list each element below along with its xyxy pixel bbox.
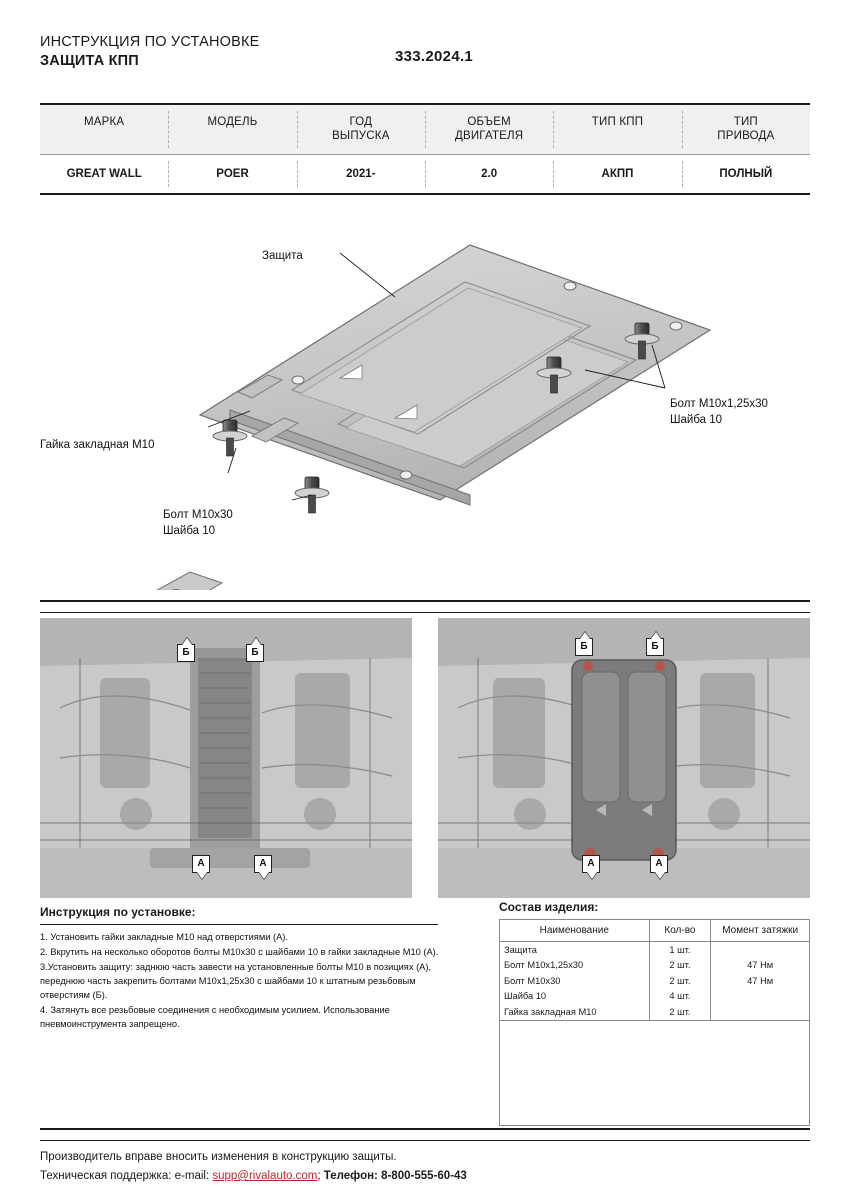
spec-value-drive: ПОЛНЫЙ — [682, 155, 810, 193]
spec-table-value-row — [40, 155, 810, 193]
footer-support-label: Техническая поддержка: — [40, 1169, 172, 1182]
footer-email-tail: ; — [317, 1169, 321, 1182]
photo-after-install — [438, 618, 810, 898]
composition-header-name: Наименование — [500, 920, 650, 942]
spec-header-drive: ТИП ПРИВОДА — [682, 105, 810, 154]
footer-phone-number: 8-800-555-60-43 — [381, 1169, 467, 1182]
table-row — [500, 989, 810, 1005]
composition-title: Состав изделия: — [499, 900, 599, 914]
composition-cell-name: Защита — [500, 942, 650, 958]
composition-cell-name: Болт М10х30 — [500, 973, 650, 989]
callout-a-left-1: А — [192, 855, 210, 873]
spec-rule-bottom — [40, 193, 810, 195]
document-footer — [40, 1148, 810, 1186]
footer-rule-bottom — [40, 1140, 810, 1141]
section-rule-top — [40, 600, 810, 602]
embedded-nut-plates — [130, 572, 297, 590]
document-code: 333.2024.1 — [395, 48, 474, 65]
label-washer-left: Шайба 10 — [163, 525, 216, 537]
composition-cell-qty: 2 шт. — [649, 973, 711, 989]
shield-plate — [200, 245, 710, 505]
installation-instructions — [40, 905, 440, 1033]
spec-value-model: POER — [168, 155, 296, 193]
composition-cell-torque — [711, 1004, 810, 1020]
composition-cell-qty: 1 шт. — [649, 942, 711, 958]
callout-a-left-2: А — [254, 855, 272, 873]
label-shield: Защита — [262, 250, 303, 262]
composition-cell-torque — [711, 942, 810, 958]
composition-cell-name: Шайба 10 — [500, 989, 650, 1005]
spec-header-year: ГОД ВЫПУСКА — [297, 105, 425, 154]
spec-header-model: МОДЕЛЬ — [168, 105, 296, 154]
spec-header-transmission: ТИП КПП — [553, 105, 681, 154]
callout-b-left-2: Б — [246, 644, 264, 662]
composition-cell-torque: 47 Нм — [711, 973, 810, 989]
composition-cell-qty: 2 шт. — [649, 958, 711, 974]
composition-table — [499, 919, 810, 1021]
instructions-list — [40, 931, 440, 1032]
label-washer-right: Шайба 10 — [670, 414, 723, 426]
photo-before-svg — [40, 618, 412, 898]
table-row — [500, 942, 810, 958]
composition-header-row — [500, 920, 810, 942]
instruction-step-1: 1. Установить гайки закладные М10 над отверстиями (А). — [40, 932, 288, 942]
document-header — [40, 34, 810, 69]
instructions-title: Инструкция по установке: — [40, 905, 196, 919]
composition-section — [499, 900, 810, 1021]
photo-before-install — [40, 618, 412, 898]
instruction-step-3: 3.Установить защиту: заднюю часть завести на установленные болты М10 в позициях (А), переднюю часть закрепить болтами М10х1,25х30 с шайбами 10 к штатным резьбовым отверстиям (Б). — [40, 961, 432, 1000]
callout-a-right-1: А — [582, 855, 600, 873]
spec-table-header-row — [40, 105, 810, 154]
footer-rule-top — [40, 1128, 810, 1130]
table-row — [500, 973, 810, 989]
photo-after-svg — [438, 618, 810, 898]
table-row — [500, 1004, 810, 1020]
spec-table — [40, 103, 810, 195]
spec-value-transmission: АКПП — [553, 155, 681, 193]
composition-header-qty: Кол-во — [649, 920, 711, 942]
composition-cell-name: Болт М10х1,25х30 — [500, 958, 650, 974]
composition-cell-name: Гайка закладная М10 — [500, 1004, 650, 1020]
composition-cell-torque: 47 Нм — [711, 958, 810, 974]
exploded-drawing — [40, 205, 810, 590]
label-embedded-nut: Гайка закладная М10 — [40, 439, 155, 451]
spec-header-brand: МАРКА — [84, 116, 125, 128]
instruction-step-2: 2. Вкрутить на несколько оборотов болты М10х30 с шайбами 10 в гайки закладные М10 (А). — [40, 946, 439, 957]
composition-header-torque: Момент затяжки — [711, 920, 810, 942]
composition-cell-torque — [711, 989, 810, 1005]
spec-value-year: 2021- — [297, 155, 425, 193]
spec-value-engine: 2.0 — [425, 155, 553, 193]
spec-header-engine: ОБЪЕМ ДВИГАТЕЛЯ — [425, 105, 553, 154]
footer-email-label: e-mail: — [174, 1169, 210, 1182]
callout-b-right-2: Б — [646, 638, 664, 656]
callout-b-left-1: Б — [177, 644, 195, 662]
spec-value-brand: GREAT WALL — [66, 167, 142, 180]
section-rule-bottom — [40, 612, 810, 613]
label-bolt-left-1: Болт М10х30 — [163, 509, 233, 521]
callout-b-right-1: Б — [575, 638, 593, 656]
instruction-step-4: 4. Затянуть все резьбовые соединения с необходимым усилием. Использование пневмоинструмента запрещено. — [40, 1004, 390, 1029]
footer-disclaimer: Производитель вправе вносить изменения в конструкцию защиты. — [40, 1151, 397, 1163]
callout-a-right-2: А — [650, 855, 668, 873]
label-bolt-right-1: Болт М10х1,25х30 — [670, 398, 768, 410]
footer-support-line — [40, 1167, 810, 1186]
composition-cell-qty: 4 шт. — [649, 989, 711, 1005]
instructions-rule — [40, 924, 438, 925]
support-email-link[interactable]: supp@rivalauto.com — [212, 1169, 318, 1182]
header-title-line2: ЗАЩИТА КПП — [40, 53, 139, 69]
table-row — [500, 958, 810, 974]
header-title-line1: ИНСТРУКЦИЯ ПО УСТАНОВКЕ — [40, 34, 260, 50]
composition-cell-qty: 2 шт. — [649, 1004, 711, 1020]
footer-phone-label: Телефон: — [323, 1169, 378, 1182]
installed-shield — [572, 660, 676, 860]
